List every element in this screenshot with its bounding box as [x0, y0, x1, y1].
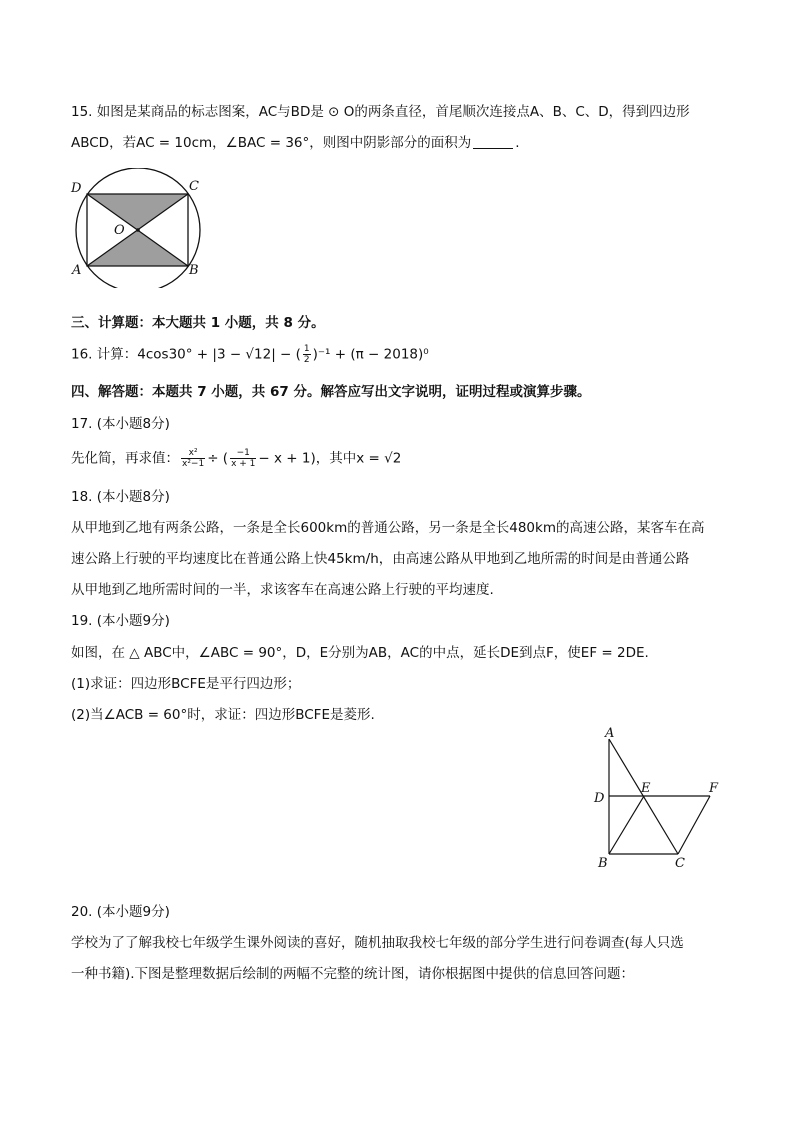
- q19-header: 19. (本小题9分): [71, 613, 170, 629]
- q20-header: 20. (本小题9分): [71, 904, 170, 920]
- q16-frac-num: 1: [303, 344, 310, 354]
- label-d: D: [71, 181, 82, 196]
- q17-f1-den: x²−1: [182, 459, 205, 469]
- q17-fraction-2: [230, 448, 256, 469]
- q17-f2-den: x + 1: [231, 459, 256, 469]
- q19-line2: (1)求证：四边形BCFE是平行四边形；: [71, 676, 301, 692]
- q20-line2: 一种书籍).下图是整理数据后绘制的两幅不完整的统计图，请你根据图中提供的信息回答问题：: [71, 966, 635, 982]
- section-4-heading: 四、解答题：本题共 7 小题，共 67 分。解答应写出文字说明，证明过程或演算步骤。: [71, 384, 591, 400]
- q17-mid: ÷ (: [207, 450, 229, 467]
- q18-line1: 从甲地到乙地有两条公路，一条是全长600km的普通公路，另一条是全长480km的高速公路，某客车在高: [71, 520, 705, 536]
- q16-fraction: [303, 344, 311, 365]
- q16-expr-a: 4cos30° + |3 − √12| − (: [137, 346, 301, 363]
- q16: [71, 344, 429, 365]
- q16-expr-b: )⁻¹ + (π − 2018)⁰: [312, 346, 429, 363]
- center-point: [136, 228, 140, 232]
- segment-be: [609, 796, 644, 854]
- q17-f2-num: −1: [230, 448, 256, 459]
- q19-figure: [590, 725, 730, 875]
- answer-blank: [473, 134, 513, 149]
- section-3-heading: 三、计算题：本大题共 1 小题，共 8 分。: [71, 315, 325, 331]
- q17-fraction-1: [181, 448, 205, 469]
- label-o: O: [114, 223, 125, 238]
- q15-line2: [71, 133, 520, 153]
- q16-prefix: 16. 计算：: [71, 346, 138, 363]
- shaded-region-top: [87, 194, 188, 230]
- label-a: A: [605, 726, 615, 741]
- q20-line1: 学校为了了解我校七年级学生课外阅读的喜好，随机抽取我校七年级的部分学生进行问卷调查(每人只选: [71, 935, 684, 951]
- q15-line2-end: .: [515, 135, 520, 151]
- q18-header: 18. (本小题8分): [71, 489, 170, 505]
- label-c: C: [189, 179, 199, 194]
- label-b: B: [189, 263, 199, 278]
- label-f: F: [709, 781, 719, 796]
- q19-line3: (2)当∠ACB = 60°时，求证：四边形BCFE是菱形.: [71, 707, 375, 723]
- label-e: E: [641, 781, 651, 796]
- q19-line1: 如图，在 △ ABC中，∠ABC = 90°，D，E分别为AB，AC的中点，延长DE到点F，使EF = 2DE.: [71, 645, 649, 661]
- label-b: B: [598, 856, 608, 871]
- q15-line1: 15. 如图是某商品的标志图案，AC与BD是 ⊙ O的两条直径，首尾顺次连接点A、B、C、D，得到四边形: [71, 104, 690, 120]
- shaded-region-bottom: [87, 230, 188, 266]
- q17-tail: − x + 1)，其中x = √2: [258, 450, 402, 467]
- label-d: D: [594, 791, 605, 806]
- q15-line2-text: ABCD，若AC = 10cm，∠BAC = 36°，则图中阴影部分的面积为: [71, 135, 472, 151]
- label-a: A: [72, 263, 82, 278]
- segment-cf: [678, 796, 710, 854]
- q17-body: [71, 448, 401, 469]
- q18-line3: 从甲地到乙地所需时间的一半，求该客车在高速公路上行驶的平均速度.: [71, 582, 494, 598]
- q17-prefix: 先化简，再求值：: [71, 450, 179, 467]
- q18-line2: 速公路上行驶的平均速度比在普通公路上快45km/h，由高速公路从甲地到乙地所需的时间是由普通公路: [71, 551, 690, 567]
- label-c: C: [675, 856, 685, 871]
- q17-f1-num: x²: [181, 448, 205, 459]
- q15-figure: [62, 168, 212, 288]
- q17-header: 17. (本小题8分): [71, 416, 170, 432]
- q16-frac-den: 2: [303, 355, 310, 365]
